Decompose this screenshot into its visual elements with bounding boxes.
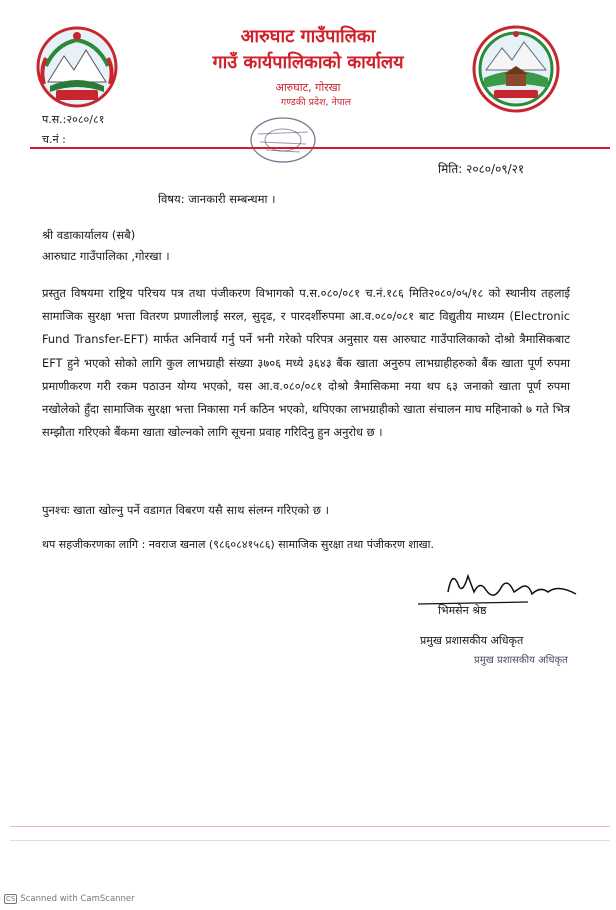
letter-date: मिति: २०८०/०९/२१ <box>438 162 525 176</box>
address-line-1: आरुघाट, गोरखा <box>275 81 341 94</box>
reference-number: प.स.:२०८०/८१ <box>42 113 105 126</box>
letter-body-paragraph: प्रस्तुत विषयमा राष्ट्रिय परिचय पत्र तथा पंजीकरण विभागको प.स.०८०/०८१ च.नं.१८६ मिति२०८०/०५/१८ को स्थानीय तहलाई सामाजिक सुरक्षा भत्ता वितरण प्रणालीलाई सरल, सुदृढ, र पारदर्शीरुपमा आ.व.०८०/०८१ बाट विद्युतीय माध्यम (Electronic Fund Transfer-EFT) मार्फत अनिवार्य गर्नु पर्ने भनी गरेको परिपत्र अनुसार यस आरुघाट गाउँपालिकाको दोश्रो त्रैमासिकबाट EFT हुने भएको सोको लागि कुल लाभग्राही संख्या ३७०६ मध्ये ३६४३ बैंक खाता अनुरुप लाभग्राहीहरुको बैंक खाता पूर्ण रुपमा प्रमाणीकरण गरी रकम पठाउन योग्य भएको, यस आ.व.०८०/०८१ दोश्रो त्रैमासिकमा नया थप ६३ जनाको खाता पूर्ण रुपमा नखोलेको हुँदा सामाजिक सुरक्षा भत्ता निकासा गर्न कठिन भएको, थपिएका लाभग्राहीको खाता संचालन माघ महिनाको ७ गते भित्र सम्झौता गरिएको बैंकमा खाता खोल्नको लागि सूचना प्रवाह गरिदिनु हुन अनुरोध छ । <box>42 286 570 440</box>
recipient-line-1: श्री वडाकार्यालय (सबै) <box>42 228 136 242</box>
footer-divider <box>10 826 610 827</box>
postscript-note: पुनश्चः खाता खोल्नु पर्ने वडागत विबरण यसै साथ संलग्न गरिएको छ । <box>42 503 329 517</box>
signatory-title: प्रमुख प्रशासकीय अधिकृत <box>420 634 524 647</box>
designation-stamp: प्रमुख प्रशासकीय अधिकृत <box>474 655 568 666</box>
office-stamp <box>238 110 328 165</box>
office-name-heading: आरुघाट गाउँपालिका <box>240 26 376 47</box>
footer-divider-2 <box>10 840 610 841</box>
header-divider <box>30 147 610 149</box>
dispatch-number: च.नं : <box>42 133 66 146</box>
handwritten-signature <box>408 562 588 612</box>
office-type-heading: गाउँ कार्यपालिकाको कार्यालय <box>212 52 404 73</box>
contact-note: थप सहजीकरणका लागि : नवराज खनाल (९८६०८४१५८६) सामाजिक सुरक्षा तथा पंजीकरण शाखा. <box>42 538 435 551</box>
address-line-2: गण्डकी प्रदेश, नेपाल <box>280 97 352 108</box>
scanner-watermark <box>4 894 135 904</box>
scanner-text: Scanned with CamScanner <box>20 894 135 904</box>
letter-subject: विषय: जानकारी सम्बन्धमा । <box>158 192 276 206</box>
recipient-line-2: आरुघाट गाउँपालिका ,गोरखा । <box>42 249 170 263</box>
camscanner-icon: CS <box>6 895 16 903</box>
signatory-name: भिमसेन श्रेष्ठ <box>438 604 487 617</box>
